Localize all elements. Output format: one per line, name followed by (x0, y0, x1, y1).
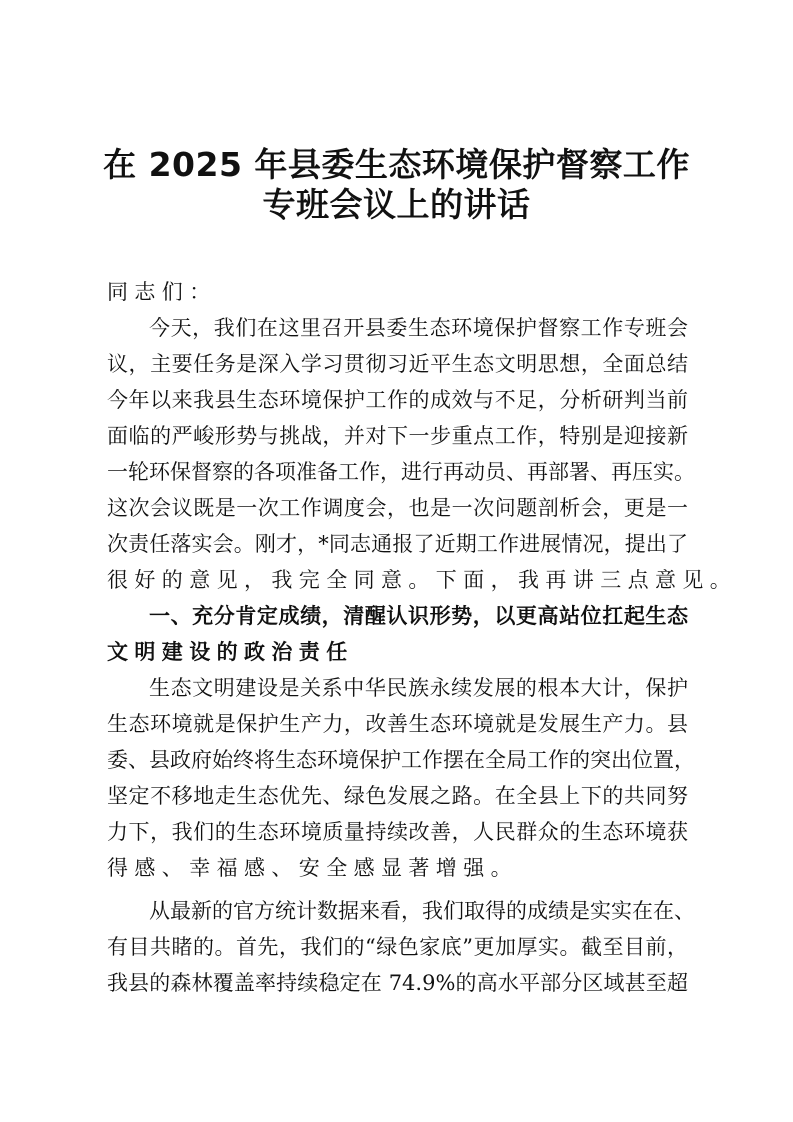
document-title-line-1: 在 2025 年县委生态环境保护督察工作 (103, 145, 690, 184)
text-line: 这次会议既是一次工作调度会，也是一次问题剖析会，更是一 (107, 496, 688, 520)
text-line: 今天，我们在这里召开县委生态环境保护督察工作专班会 (149, 316, 688, 340)
text-line: 有目共睹的。首先，我们的“绿色家底”更加厚实。截至目前， (107, 935, 688, 959)
text-line: 得感、幸福感、安全感显著增强。 (107, 856, 518, 880)
salutation: 同志们： (107, 280, 217, 304)
text-line: 一轮环保督察的各项准备工作，进行再动员、再部署、再压实。 (107, 460, 695, 484)
text-line: 委、县政府始终将生态环境保护工作摆在全局工作的突出位置， (107, 748, 695, 772)
section-heading-1 (107, 598, 688, 670)
paragraph-statistics (107, 893, 695, 1001)
text-line: 很好的意见，我完全同意。下面，我再讲三点意见。 (107, 568, 738, 592)
text-line: 议，主要任务是深入学习贯彻习近平生态文明思想，全面总结 (107, 352, 688, 376)
text-line: 力下，我们的生态环境质量持续改善，人民群众的生态环境获 (107, 820, 688, 844)
text-line: 我县的森林覆盖率持续稳定在 74.9%的高水平部分区域甚至超 (107, 971, 688, 995)
heading-line: 文明建设的政治责任 (107, 639, 354, 664)
text-line: 面临的严峻形势与挑战，并对下一步重点工作，特别是迎接新 (107, 424, 688, 448)
text-line: 生态环境就是保护生产力，改善生态环境就是发展生产力。县 (107, 712, 688, 736)
text-line: 今年以来我县生态环境保护工作的成效与不足，分析研判当前 (107, 388, 688, 412)
paragraph-intro (107, 310, 738, 598)
text-line: 生态文明建设是关系中华民族永续发展的根本大计，保护 (149, 676, 688, 700)
text-line: 坚定不移地走生态优先、绿色发展之路。在全县上下的共同努 (107, 784, 688, 808)
heading-line: 一、充分肯定成绩，清醒认识形势，以更高站位扛起生态 (149, 603, 688, 628)
paragraph-ecology (107, 670, 695, 886)
text-line: 从最新的官方统计数据来看，我们取得的成绩是实实在在、 (149, 899, 695, 923)
document-body (107, 274, 738, 1001)
document-title-line-2: 专班会议上的讲话 (262, 185, 531, 224)
text-line: 次责任落实会。刚才，*同志通报了近期工作进展情况，提出了 (107, 532, 688, 556)
